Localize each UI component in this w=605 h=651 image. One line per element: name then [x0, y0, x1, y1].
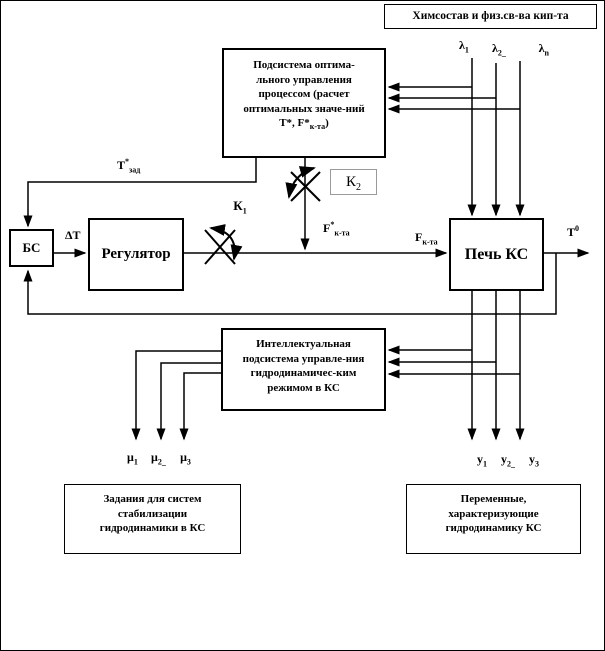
furnace-label: Печь КС: [464, 245, 529, 263]
t-zad-label: $Т^*_{зад}$: [117, 157, 141, 175]
mu3-label: $\mu_3$: [180, 450, 191, 467]
k2-label-box: [330, 169, 377, 195]
lambda2-label: $\lambda_{2\_}$: [492, 40, 506, 57]
y-tap-lines: [389, 350, 520, 374]
valve-k1-icon: [205, 228, 235, 264]
k1-label: $К_1$: [233, 197, 247, 216]
intel-line: гидродинамичес-ким: [250, 367, 357, 380]
y-labels-box: [469, 447, 547, 472]
mu1-label: $\mu_1$: [127, 450, 138, 467]
regulator-label: Регулятор: [101, 245, 171, 262]
vars-line: характеризующие: [448, 507, 539, 520]
tasks-line: стабилизации: [117, 507, 188, 520]
regulator-box: [88, 218, 184, 291]
k1-label-box: [222, 194, 258, 217]
intel-line: режимом в КС: [267, 381, 340, 394]
intel-subsystem-box: [221, 328, 386, 411]
lambdan-label: $\lambda_n$: [538, 40, 549, 57]
t-out-label: $Т^0$: [567, 224, 580, 239]
tasks-line: гидродинамики в КС: [99, 522, 206, 535]
f-in-label: $F_{к-та}$: [415, 230, 438, 247]
k2-label: $К_2$: [345, 173, 361, 193]
optimal-line: оптимальных значе-ний: [243, 102, 365, 115]
vars-caption-box: [406, 484, 581, 554]
f-star-label: $F^*_{к-та}$: [323, 220, 350, 238]
bs-label: БС: [22, 240, 41, 256]
tasks-line: Задания для систем: [103, 493, 202, 505]
furnace-box: [449, 218, 544, 291]
optimal-subsystem-box: [222, 48, 386, 158]
intel-line: Интеллектуальная: [256, 338, 351, 350]
vars-line: гидродинамику КС: [445, 522, 542, 535]
y1-label: $у_1$: [477, 452, 487, 469]
delta-t-label: ΔТ: [65, 228, 81, 242]
chem-caption-box: [384, 4, 597, 29]
optimal-line: льного управления: [256, 73, 352, 86]
vars-line: Переменные,: [460, 493, 527, 505]
y-output-lines: [472, 291, 520, 439]
bs-box: [9, 229, 54, 267]
intel-line: подсистема управле-ния: [242, 352, 365, 365]
lambda-tap-lines: [389, 87, 520, 109]
optimal-line: Подсистема оптима-: [253, 59, 355, 71]
lambda1-label: $\lambda_1$: [459, 38, 469, 55]
chem-caption-label: Химсостав и физ.св-ва кип-та: [412, 9, 569, 22]
lambda-input-lines: [472, 58, 520, 215]
y3-label: $у_3$: [529, 452, 539, 469]
optimal-line: процессом (расчет: [258, 88, 350, 101]
lambda2n-label-box: [483, 35, 558, 61]
tasks-caption-box: [64, 484, 241, 554]
optimal-formula: Т*, $F*_{к-та}$): [279, 117, 329, 132]
y2-label: $у_{2\_}$: [501, 452, 515, 469]
mu-output-lines: [136, 351, 221, 439]
mu3-label-box: [172, 444, 199, 471]
mu2-label: $\mu_{2\_}$: [151, 450, 166, 467]
